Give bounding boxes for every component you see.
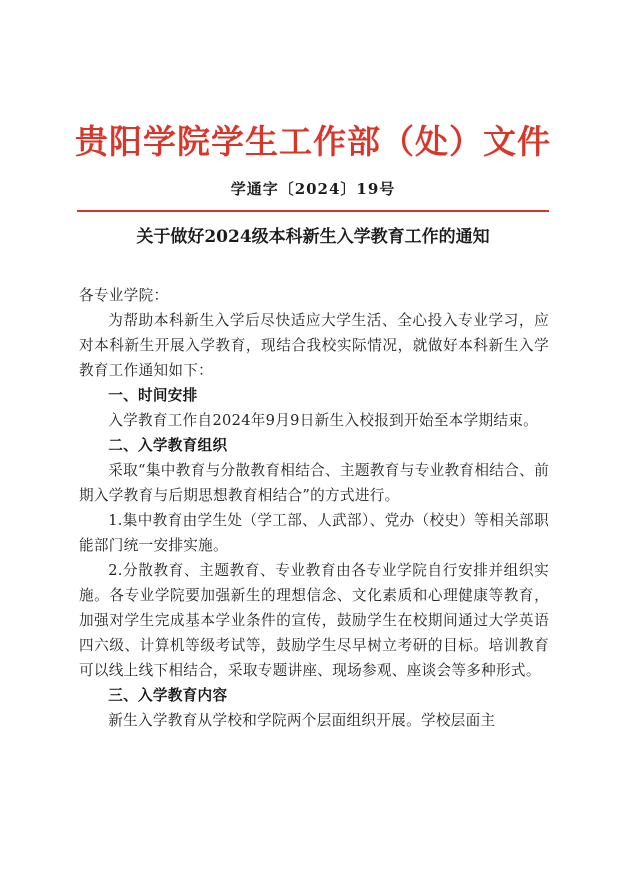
section-heading-content: 三、入学教育内容 <box>108 687 228 704</box>
intro-paragraph: 为帮助本科新生入学后尽快适应大学生活、全心投入专业学习，应对本科新生开展入学教育，现结合我校实际情况，就做好本科新生入学教育工作通知如下： <box>79 312 549 379</box>
section-heading-schedule: 一、时间安排 <box>108 387 198 404</box>
document-number: 学通字〔2024〕19号 <box>230 180 396 198</box>
section-paragraph-content: 新生入学教育从学校和学院两个层面组织开展。学校层面主 <box>108 712 496 729</box>
document-body <box>79 283 549 733</box>
salutation: 各专业学院： <box>79 287 169 304</box>
section-paragraph-schedule: 入学教育工作自2024年9月9日新生入校报到开始至本学期结束。 <box>108 412 539 429</box>
notice-title: 关于做好2024级本科新生入学教育工作的通知 <box>136 227 490 247</box>
section-heading-organization: 二、入学教育组织 <box>108 437 228 454</box>
organization-item-2: 2.分散教育、主题教育、专业教育由各专业学院自行安排并组织实施。各专业学院要加强新生的理想信念、文化素质和心理健康等教育，加强对学生完成基本学业条件的宣传，鼓励学生在校期间通过大学英语四六级、计算机等级考试等，鼓励学生尽早树立考研的目标。培训教育可以线上线下相结合，采取专题讲座、现场参观、座谈会等多种形式。 <box>79 562 549 679</box>
organization-item-1: 1.集中教育由学生处（学工部、人武部）、党办（校史）等相关部职能部门统一安排实施。 <box>79 512 549 554</box>
document-header-title: 贵阳学院学生工作部（处）文件 <box>75 122 551 161</box>
red-divider-line <box>77 210 549 212</box>
section-paragraph-organization: 采取“集中教育与分散教育相结合、主题教育与专业教育相结合、前期入学教育与后期思想教育相结合”的方式进行。 <box>79 462 549 504</box>
